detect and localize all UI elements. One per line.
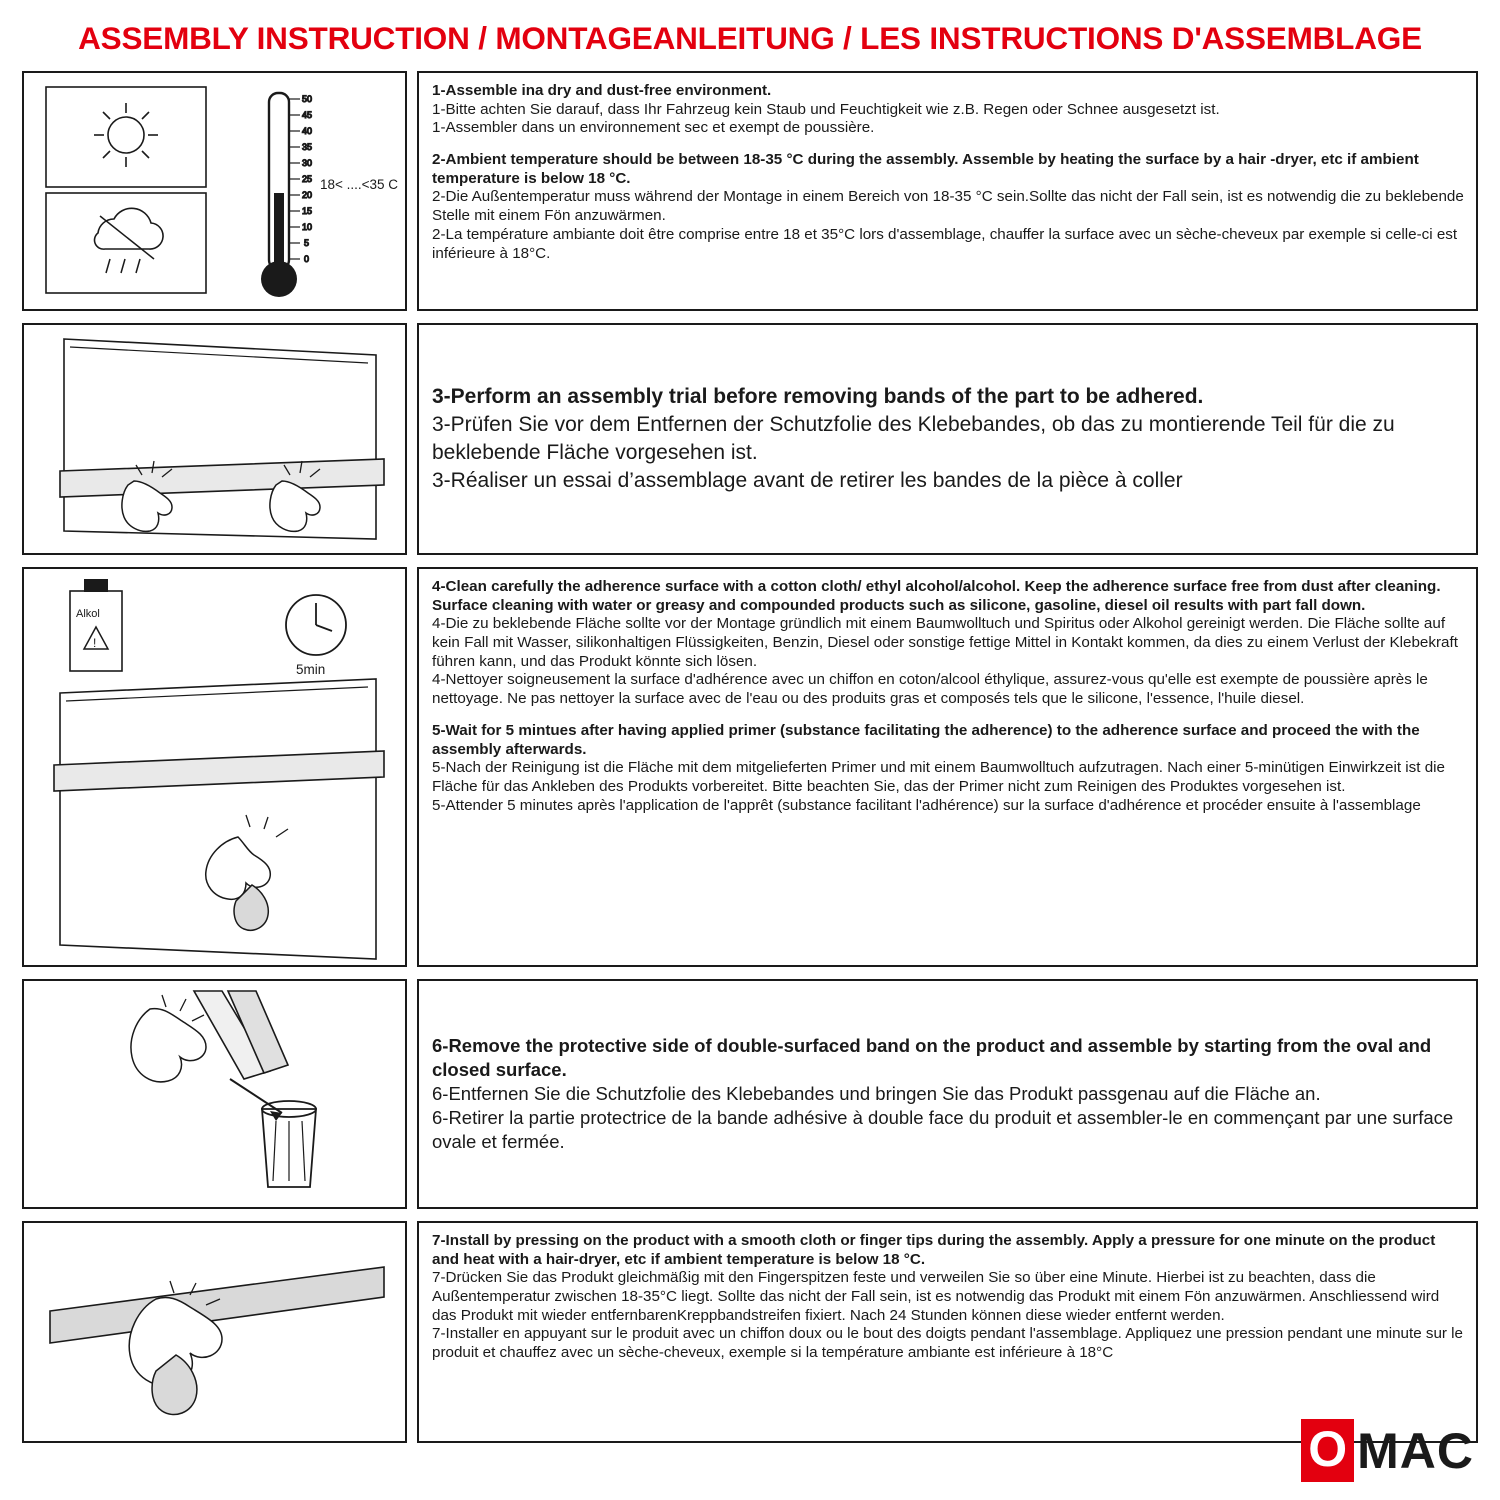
omac-logo [1301, 1419, 1474, 1482]
step-4-line-1: 4-Clean carefully the adherence surface with a cotton cloth/ ethyl alcohol/alcohol. Keep the adherence surface free from dust after cleaning. Surface cleaning with water or greasy and compounded products such as silicone, gasoline, diesel oil results with part fall down. [432, 578, 1441, 614]
step-5-line-3: 5-Attender 5 minutes après l'application de l'apprêt (substance facilitant l'adhérence) sur la surface d'adhérence et procéder ensuite à l'assemblage [432, 796, 1421, 814]
figure-clean-surface [22, 567, 407, 967]
figure-3-drawing [24, 569, 405, 965]
step-3-line-3: 3-Réaliser un essai d’assemblage avant de retirer les bandes de la pièce à coller [432, 468, 1183, 492]
svg-text:15: 15 [302, 206, 313, 216]
svg-text:40: 40 [302, 126, 313, 136]
logo-text: MAC [1357, 1422, 1474, 1479]
step-2-line-3: 2-La température ambiante doit être comprise entre 18 et 35°C lors d'assemblage, chauffer la surface avec un sèche-cheveux par exemple si celle-ci est inférieure à 18°C. [432, 225, 1458, 262]
instruction-text-1-2 [417, 71, 1478, 311]
svg-text:30: 30 [302, 158, 313, 168]
svg-text:35: 35 [302, 142, 313, 152]
step-6-line-1: 6-Remove the protective side of double-surfaced band on the product and assemble by starting from the oval and closed surface. [432, 1034, 1432, 1080]
figure-4-drawing [24, 981, 405, 1207]
bottle-label: Alkol [76, 608, 100, 620]
svg-text:10: 10 [302, 222, 313, 232]
svg-text:5: 5 [304, 238, 310, 248]
timer-label: 5min [296, 662, 326, 677]
instruction-text-6 [417, 979, 1478, 1209]
svg-text:25: 25 [302, 174, 313, 184]
step-2-line-2: 2-Die Außentemperatur muss während der Montage in einem Bereich von 18-35 °C sein.Sollte das nicht der Fall sein, ist es notwendig die zu beklebende Stelle mit einem Fön anzuwärmen. [432, 188, 1464, 225]
logo-mark: O [1301, 1419, 1354, 1482]
temperature-range-label: 18< ....<35 C [320, 177, 399, 192]
step-4-line-2: 4-Die zu beklebende Fläche sollte vor der Montage gründlich mit einem Baumwolltuch und Spiritus oder Alkohol gereinigt werden. Die Fläche sollte auf kein Fall mit Wasser, silikonhaltigen Flüssigkeiten, Benzin, Diesel oder sonstige fettige Mittel in Kontakt kommen, da dies zu einem Verlust der Klebekraft führen kann, und das Produkt könnte sich lösen. [432, 615, 1458, 670]
step-3-line-1: 3-Perform an assembly trial before removing bands of the part to be adhered. [432, 385, 1204, 409]
figure-environment-temperature [22, 71, 407, 311]
instruction-row-2 [22, 323, 1478, 555]
step-5-line-2: 5-Nach der Reinigung ist die Fläche mit dem mitgelieferten Primer und mit einem Baumwolltuch aufzutragen. Nach einer 5-minütigen Einwirkzeit ist die Fläche für das Ankleben des Produkts vorbereitet. Bitte beachten Sie, das der Primer nicht zum Reinigen des Produktes vorgesehen ist. [432, 759, 1445, 795]
svg-text:45: 45 [302, 110, 313, 120]
figure-5-drawing [24, 1223, 405, 1441]
svg-text:0: 0 [304, 254, 310, 264]
step-1-line-1: 1-Assemble ina dry and dust-free environment. [432, 82, 772, 99]
step-1-line-2: 1-Bitte achten Sie darauf, dass Ihr Fahrzeug kein Staub und Feuchtigkeit wie z.B. Regen oder Schnee ausgesetzt ist. [432, 100, 1220, 118]
step-6-line-3: 6-Retirer la partie protectrice de la bande adhésive à double face du produit et assembler-le en commençant par une surface ovale et fermée. [432, 1107, 1454, 1153]
svg-text:!: ! [93, 636, 97, 650]
instruction-text-4-5 [417, 567, 1478, 967]
svg-text:20: 20 [302, 190, 313, 200]
instruction-text-3 [417, 323, 1478, 555]
instruction-text-7 [417, 1221, 1478, 1443]
step-1-line-3: 1-Assembler dans un environnement sec et exempt de poussière. [432, 119, 875, 137]
step-6-line-2: 6-Entfernen Sie die Schutzfolie des Klebebandes und bringen Sie das Produkt passgenau auf die Fläche an. [432, 1082, 1321, 1104]
page-title: ASSEMBLY INSTRUCTION / MONTAGEANLEITUNG / LES INSTRUCTIONS D'ASSEMBLAGE [78, 20, 1422, 56]
step-3-line-2: 3-Prüfen Sie vor dem Entfernen der Schutzfolie des Klebebandes, ob das zu montierende Teil für die zu beklebende Fläche vorgesehen ist. [432, 413, 1395, 464]
step-7-line-1: 7-Install by pressing on the product with a smooth cloth or finger tips during the assembly. Apply a pressure for one minute on the product and heat with a hair-dryer, etc if ambient temperature is below 18 °C. [432, 1232, 1436, 1268]
step-2-line-1: 2-Ambient temperature should be between 18-35 °C during the assembly. Assemble by heating the surface by a hair -dryer, etc if ambient temperature is below 18 °C. [432, 151, 1419, 187]
step-7-line-2: 7-Drücken Sie das Produkt gleichmäßig mit den Fingerspitzen feste und verweilen Sie so über eine Minute. Hierbei ist zu beachten, dass die Außentemperatur zwischen 18-35°C liegt. Sollte das nicht der Fall sein, ist es notwendig das Produkt mit einem Fön anzuwärmen. Anschliessend wird das Produkt mit wieder entfernbarenKreppbandstreifen fixiert. Nach 24 Stunden können diese wieder entfernt werden. [432, 1269, 1440, 1324]
instruction-row-3 [22, 567, 1478, 967]
instruction-row-5 [22, 1221, 1478, 1443]
step-7-line-3: 7-Installer en appuyant sur le produit avec un chiffon doux ou le bout des doigts pendant l'assemblage. Appliquez une pression pendant une minute sur le produit et chauffez avec un sèche-cheveux, exemple si la température ambiante est inférieure à 18°C [432, 1325, 1463, 1362]
instruction-row-4 [22, 979, 1478, 1209]
step-5-line-1: 5-Wait for 5 mintues after having applied primer (substance facilitating the adherence) to the adherence surface and proceed the with the assembly afterwards. [432, 721, 1420, 758]
instruction-row-1 [22, 71, 1478, 311]
svg-text:50: 50 [302, 94, 313, 104]
figure-remove-liner [22, 979, 407, 1209]
figure-2-drawing [24, 325, 405, 553]
figure-trial-fit [22, 323, 407, 555]
figure-press-product [22, 1221, 407, 1443]
step-4-line-3: 4-Nettoyer soigneusement la surface d'adhérence avec un chiffon en coton/alcool éthylique, assurez-vous qu'elle est exempte de poussière après le nettoyage. Ne pas nettoyer la surface avec de l'eau ou des produits gras et composés tels que le silicone, l'essence, l'huile diesel. [432, 671, 1428, 708]
